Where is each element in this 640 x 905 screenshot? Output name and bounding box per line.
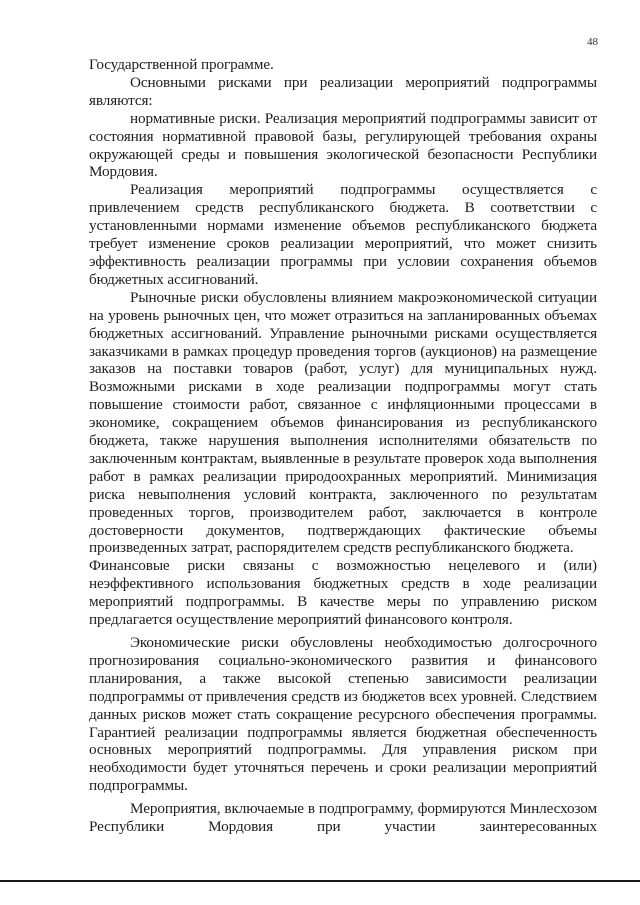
paragraph-risks-intro: Основными рисками при реализации мероприятий подпрограммы являются: xyxy=(89,73,597,109)
footer-divider xyxy=(0,880,640,882)
paragraph-continuation: Государственной программе. xyxy=(89,56,274,73)
document-body xyxy=(89,56,597,836)
paragraph-financial-risks: Финансовые риски связаны с возможностью нецелевого и (или) неэффективного использования бюджетных средств в ходе реализации мероприятий подпрограммы. В качестве меры по управлению риском предлагается осуществление мероприятий финансового контроля. xyxy=(89,557,597,629)
paragraph-normative-risks: нормативные риски. Реализация мероприятий подпрограммы зависит от состояния нормативной правовой базы, регулирующей требования охраны окружающей среды и повышения экологической безопасности Республики Мордовия. xyxy=(89,109,597,181)
paragraph-measures: Мероприятия, включаемые в подпрограмму, формируются Минлесхозом Республики Мордовия при участии заинтересованных xyxy=(89,800,597,836)
paragraph-market-risks: Рыночные риски обусловлены влиянием макроэкономической ситуации на уровень рыночных цен, что может отразиться на запланированных объемах бюджетных ассигнований. Управление рыночными рисками осуществляется заказчиками в рамках процедур проведения торгов (аукционов) на размещение заказов на поставки товаров (работ, услуг) для муниципальных нужд. Возможными рисками в ходе реализации подпрограммы могут стать повышение стоимости работ, связанное с инфляционными процессами в экономике, сокращением объемов финансирования из республиканского бюджета, также нарушения выполнения исполнителями обязательств по заключенным контрактам, выявленные в результате проверок хода выполнения работ в рамках реализации природоохранных мероприятий. Минимизация риска невыполнения условий контракта, заключенного по результатам проведенных торгов, производителем работ, заключается в контроле достоверности документов, подтверждающих фактические объемы произведенных затрат, распорядителем средств республиканского бюджета. xyxy=(89,288,597,557)
page-number: 48 xyxy=(587,36,598,48)
paragraph-economic-risks: Экономические риски обусловлены необходимостью долгосрочного прогнозирования социально-экономического развития и финансового планирования, а также высокой степенью зависимости реализации подпрограммы от привлечения средств из бюджетов всех уровней. Следствием данных рисков может стать сокращение ресурсного обеспечения программы. Гарантией реализации подпрограммы является бюджетная обеспеченность основных мероприятий подпрограммы. Для управления риском при необходимости будет уточняться перечень и сроки реализации мероприятий подпрограммы. xyxy=(89,634,597,795)
paragraph-budget-funding: Реализация мероприятий подпрограммы осуществляется с привлечением средств республиканского бюджета. В соответствии с установленными нормами изменение объемов республиканского бюджета требует изменение сроков реализации мероприятий, что может снизить эффективность реализации программы при условии сохранения объемов бюджетных ассигнований. xyxy=(89,181,597,288)
